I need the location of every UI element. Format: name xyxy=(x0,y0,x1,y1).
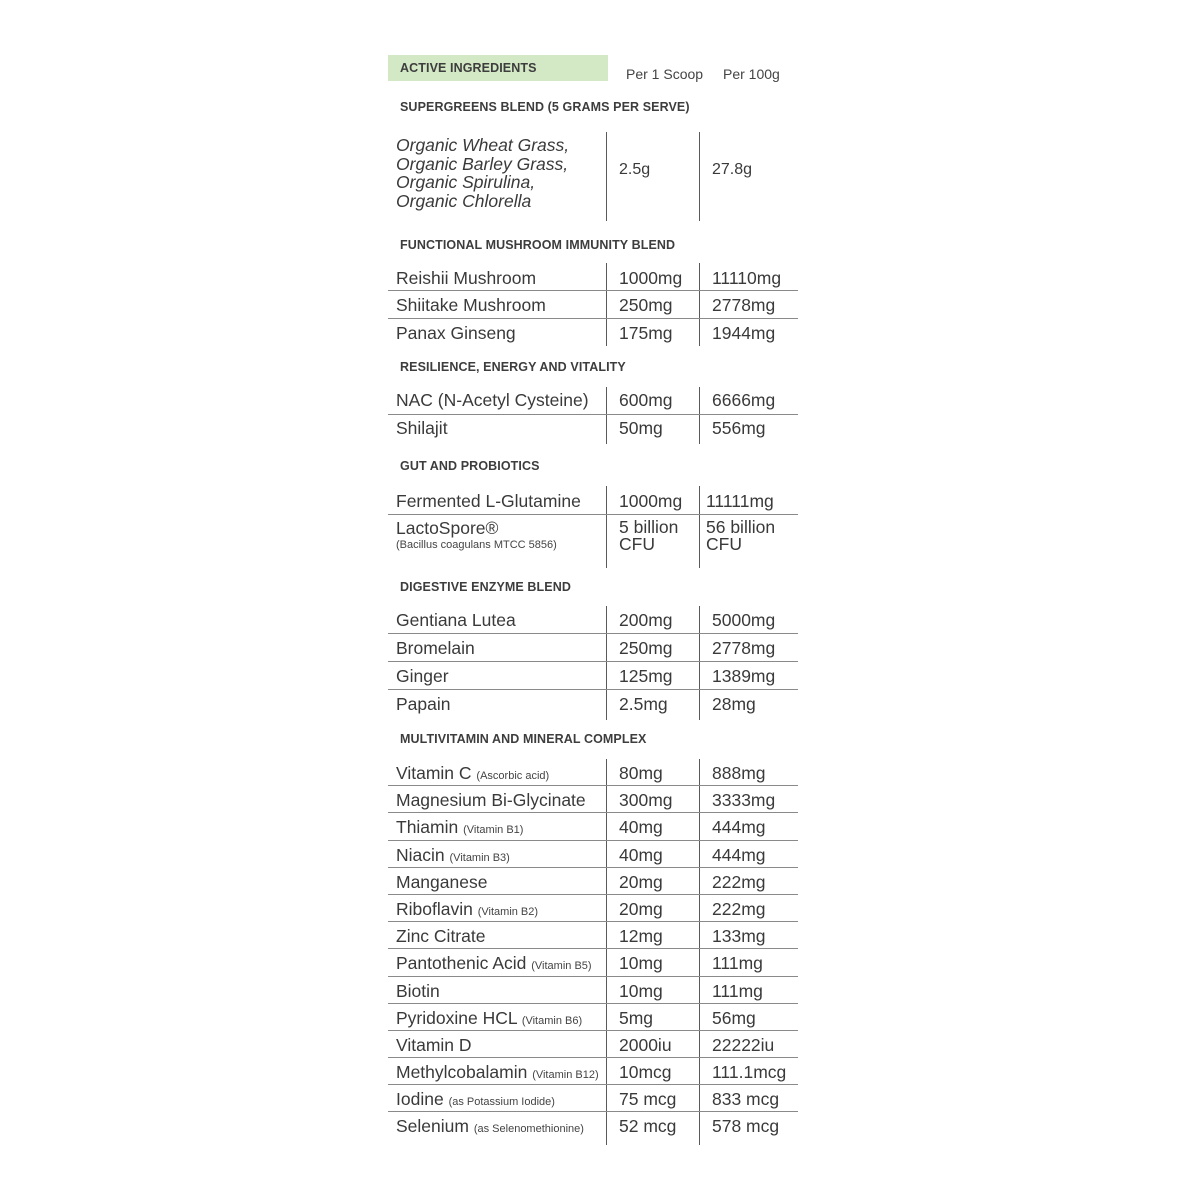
ingredient-name: Organic Spirulina, xyxy=(396,172,536,192)
per-100g-value: 11110mg xyxy=(712,268,782,288)
ingredient-note: (Vitamin B12) xyxy=(532,1069,599,1082)
ingredient-name xyxy=(396,817,523,838)
per-100g-value: 578 mcg xyxy=(712,1116,780,1137)
per-100g-value: 22222iu xyxy=(712,1034,775,1055)
ingredient-name xyxy=(396,926,485,947)
table-row xyxy=(388,515,798,569)
per-100g-value: 111mg xyxy=(712,980,763,1001)
table-row xyxy=(388,319,798,346)
per-scoop-value: 20mg xyxy=(619,871,663,892)
section-title-gut: GUT AND PROBIOTICS xyxy=(400,459,540,473)
per-100g-value xyxy=(706,519,775,553)
section-title-mushroom: FUNCTIONAL MUSHROOM IMMUNITY BLEND xyxy=(400,238,676,252)
section-title-resilience: RESILIENCE, ENERGY AND VITALITY xyxy=(400,360,626,374)
ingredient-note: (Vitamin B1) xyxy=(463,824,524,837)
ingredients-panel xyxy=(388,55,800,1137)
value-line: 5 billion xyxy=(619,517,679,537)
table-row xyxy=(388,759,798,786)
per-scoop-value: 10mg xyxy=(619,953,663,974)
supergreens-names xyxy=(396,136,569,210)
table-row xyxy=(388,486,798,515)
ingredient-main-name: Manganese xyxy=(396,871,488,892)
ingredient-name: Shiitake Mushroom xyxy=(396,295,546,315)
ingredient-name xyxy=(396,1035,472,1056)
table-row xyxy=(388,1004,798,1031)
ingredient-name xyxy=(396,899,538,920)
column-divider xyxy=(699,132,700,221)
per-100g-value: 28mg xyxy=(712,694,756,714)
ingredient-main-name: Pantothenic Acid xyxy=(396,953,527,974)
per-100g-value: 888mg xyxy=(712,763,766,783)
per-scoop-value: 250mg xyxy=(619,295,673,315)
value-line: 56 billion xyxy=(706,517,776,537)
per-scoop-value: 125mg xyxy=(619,666,673,686)
ingredient-name: Organic Wheat Grass, xyxy=(396,135,570,155)
per-100g-value: 833 mcg xyxy=(712,1089,780,1110)
table-resilience xyxy=(388,387,798,444)
table-row xyxy=(388,1085,798,1112)
ingredient-main-name: Magnesium Bi-Glycinate xyxy=(396,790,586,811)
per-100g-value: 1944mg xyxy=(712,323,776,343)
table-row xyxy=(388,662,798,690)
table-row xyxy=(388,291,798,319)
table-enzyme xyxy=(388,606,798,721)
table-row xyxy=(388,922,798,949)
per-scoop-value: 2.5mg xyxy=(619,694,668,714)
ingredient-main-name: Niacin xyxy=(396,844,445,865)
per-scoop-value: 2000iu xyxy=(619,1034,672,1055)
ingredient-name xyxy=(396,845,510,866)
table-row xyxy=(388,415,798,444)
ingredient-name xyxy=(396,1089,555,1110)
per-100g-value: 2778mg xyxy=(712,638,776,658)
section-title-enzyme: DIGESTIVE ENZYME BLEND xyxy=(400,580,571,594)
ingredient-name xyxy=(396,790,586,811)
ingredient-name xyxy=(396,763,549,784)
ingredient-main-name: Biotin xyxy=(396,980,440,1001)
ingredient-main-name: Vitamin C xyxy=(396,763,472,783)
per-scoop-value: 10mg xyxy=(619,980,663,1001)
ingredient-main-name: Zinc Citrate xyxy=(396,926,486,947)
ingredient-name: Panax Ginseng xyxy=(396,323,516,343)
ingredient-name xyxy=(396,1116,584,1137)
ingredient-note: (Vitamin B2) xyxy=(477,905,539,918)
per-100g-value: 222mg xyxy=(712,898,766,919)
table-row xyxy=(388,1058,798,1085)
table-multivitamin xyxy=(388,759,798,1139)
lactospore-name: LactoSpore® xyxy=(396,518,499,538)
column-divider xyxy=(606,132,607,221)
table-row xyxy=(388,841,798,868)
per-100g-value: 27.8g xyxy=(712,161,753,178)
table-row xyxy=(388,895,798,922)
per-scoop-value: 40mg xyxy=(619,844,663,865)
per-scoop-value: 50mg xyxy=(619,418,663,438)
ingredient-name: NAC (N-Acetyl Cysteine) xyxy=(396,390,589,410)
ingredient-name: Fermented L-Glutamine xyxy=(396,491,581,511)
table-row xyxy=(388,263,798,291)
ingredient-main-name: Pyridoxine HCL xyxy=(396,1007,517,1028)
table-supergreens xyxy=(388,132,798,221)
per-100g-value: 56mg xyxy=(712,1007,756,1028)
per-scoop-value: 200mg xyxy=(619,610,673,630)
ingredient-name xyxy=(396,518,557,552)
table-row xyxy=(388,1031,798,1058)
ingredient-note: (Vitamin B3) xyxy=(449,851,510,864)
table-row xyxy=(388,387,798,415)
ingredient-name xyxy=(396,1062,599,1083)
per-scoop-value: 1000mg xyxy=(619,268,683,288)
ingredient-name xyxy=(396,953,592,974)
table-row xyxy=(388,690,798,721)
per-100g-value: 6666mg xyxy=(712,390,776,410)
per-scoop-value: 600mg xyxy=(619,390,673,410)
per-scoop-value: 1000mg xyxy=(619,491,683,511)
per-scoop-value: 52 mcg xyxy=(619,1116,677,1137)
ingredient-main-name: Iodine xyxy=(396,1089,444,1110)
ingredient-note: (Vitamin B5) xyxy=(531,960,592,973)
ingredient-note: (Ascorbic acid) xyxy=(476,770,550,782)
per-100g-value: 111mg xyxy=(712,953,763,974)
table-row xyxy=(388,949,798,976)
ingredient-note: (as Selenomethionine) xyxy=(473,1123,584,1136)
table-row xyxy=(388,786,798,813)
per-scoop-value: 300mg xyxy=(619,790,673,811)
per-100g-value: 444mg xyxy=(712,844,766,865)
per-100g-value: 133mg xyxy=(712,926,766,947)
per-100g-value: 5000mg xyxy=(712,610,776,630)
per-100g-value: 2778mg xyxy=(712,295,776,315)
table-row xyxy=(388,977,798,1004)
ingredient-name: Reishii Mushroom xyxy=(396,268,537,288)
ingredient-name: Papain xyxy=(396,694,451,714)
per-scoop-value: 75 mcg xyxy=(619,1089,677,1110)
per-100g-header: Per 100g xyxy=(723,66,780,82)
ingredient-main-name: Methylcobalamin xyxy=(396,1062,528,1083)
per-scoop-value: 5mg xyxy=(619,1007,654,1028)
value-line: CFU xyxy=(706,534,742,554)
per-100g-value: 556mg xyxy=(712,418,766,438)
ingredient-main-name: Selenium xyxy=(396,1116,469,1137)
ingredient-name: Bromelain xyxy=(396,638,475,658)
table-row xyxy=(388,606,798,634)
table-row xyxy=(388,1112,798,1138)
ingredient-main-name: Thiamin xyxy=(396,817,459,838)
table-gut xyxy=(388,486,798,569)
per-scoop-value: 40mg xyxy=(619,817,663,838)
per-100g-value: 1389mg xyxy=(712,666,776,686)
lactospore-subtitle: (Bacillus coagulans MTCC 5856) xyxy=(396,539,557,551)
per-100g-value: 111.1mcg xyxy=(712,1062,787,1083)
per-100g-value: 11111mg xyxy=(706,491,774,511)
per-100g-value: 3333mg xyxy=(712,790,776,811)
active-ingredients-label: ACTIVE INGREDIENTS xyxy=(388,55,608,81)
ingredient-main-name: Vitamin D xyxy=(396,1034,472,1055)
ingredient-main-name: Riboflavin xyxy=(396,898,473,919)
per-100g-value: 222mg xyxy=(712,871,766,892)
table-mushroom xyxy=(388,263,798,346)
per-scoop-value: 12mg xyxy=(619,926,663,947)
table-row xyxy=(388,634,798,662)
section-title-supergreens: SUPERGREENS BLEND (5 GRAMS PER SERVE) xyxy=(400,100,690,114)
per-scoop-header: Per 1 Scoop xyxy=(626,66,704,82)
ingredient-note: (Vitamin B6) xyxy=(521,1014,583,1027)
table-header xyxy=(388,55,800,81)
value-line: CFU xyxy=(619,534,655,554)
per-scoop-value: 10mcg xyxy=(619,1062,672,1083)
per-scoop-value: 80mg xyxy=(619,763,663,783)
ingredient-name: Gentiana Lutea xyxy=(396,610,516,630)
table-row xyxy=(388,813,798,840)
ingredient-name: Organic Chlorella xyxy=(396,190,532,211)
ingredient-name: Organic Barley Grass, xyxy=(396,153,569,174)
section-title-multivitamin: MULTIVITAMIN AND MINERAL COMPLEX xyxy=(400,732,647,746)
per-scoop-value: 250mg xyxy=(619,638,673,658)
ingredient-name xyxy=(396,1008,582,1029)
per-scoop-value: 2.5g xyxy=(619,161,651,178)
table-row xyxy=(388,868,798,895)
ingredient-name: Shilajit xyxy=(396,418,448,438)
per-100g-value: 444mg xyxy=(712,817,766,838)
ingredient-name: Ginger xyxy=(396,666,449,686)
ingredient-name xyxy=(396,981,440,1002)
per-scoop-value: 20mg xyxy=(619,898,663,919)
per-scoop-value xyxy=(619,519,678,553)
ingredient-note: (as Potassium Iodide) xyxy=(448,1096,555,1109)
per-scoop-value: 175mg xyxy=(619,323,673,343)
ingredient-name xyxy=(396,872,487,893)
